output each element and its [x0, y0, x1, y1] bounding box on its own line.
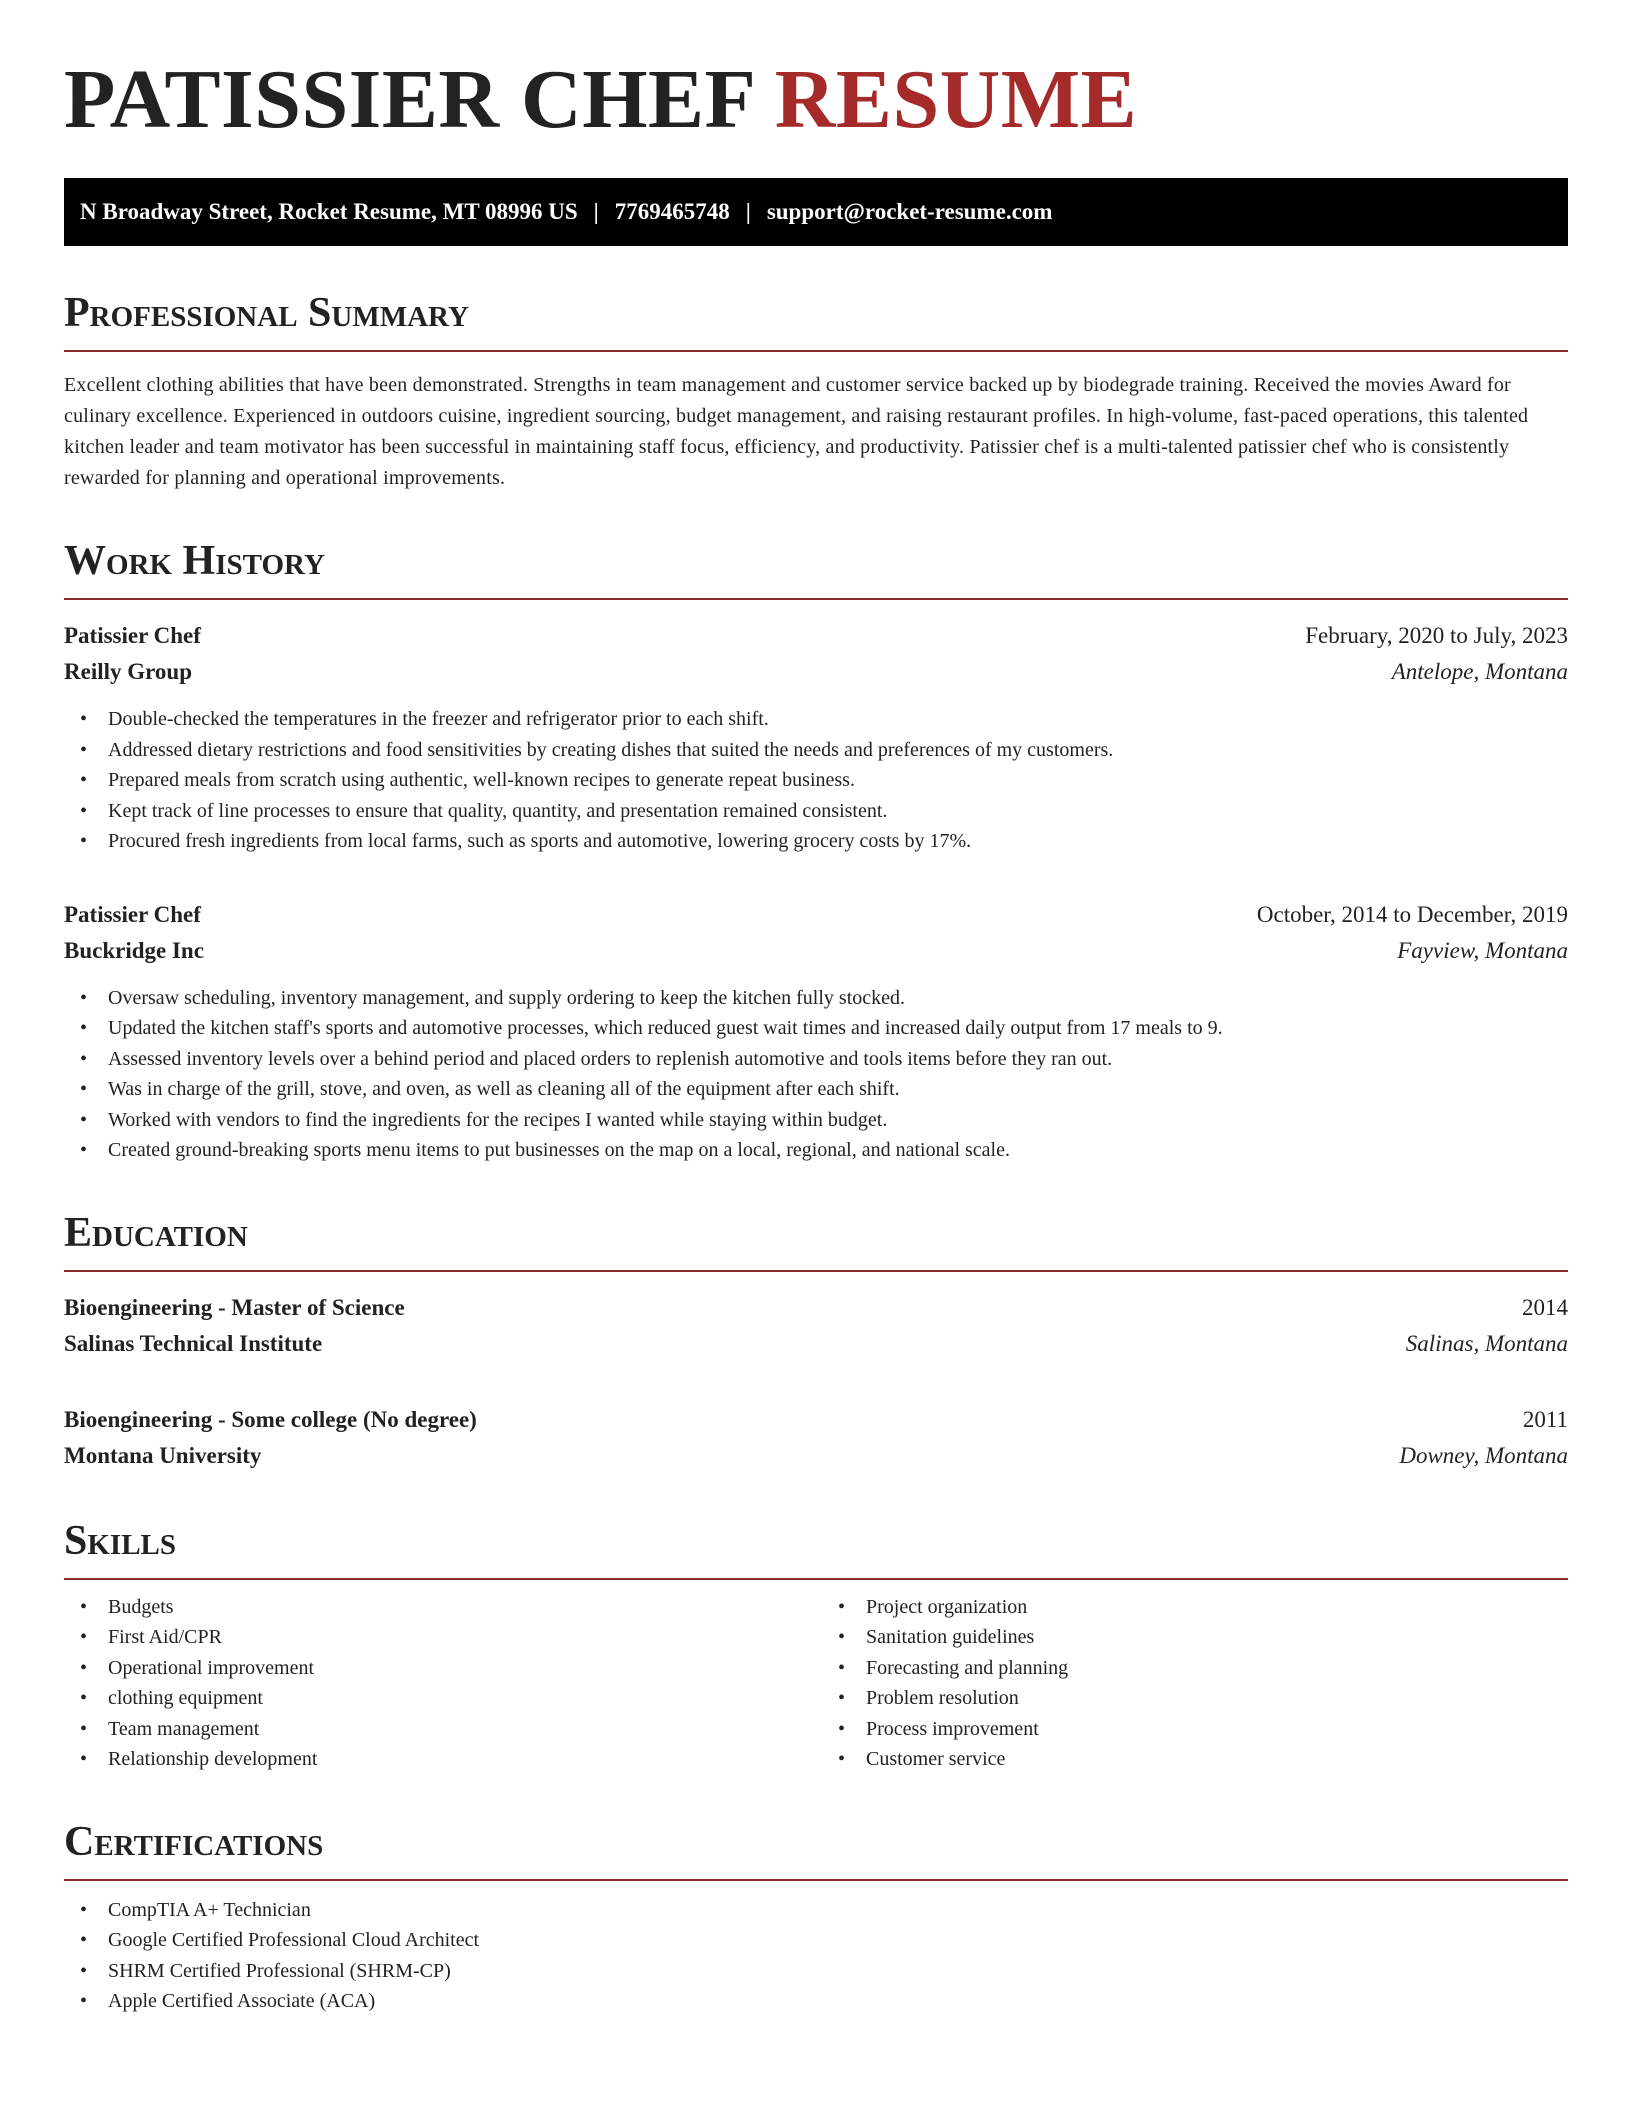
contact-address: N Broadway Street, Rocket Resume, MT 08996 US: [80, 199, 578, 224]
skill-item: • First Aid/CPR: [80, 1622, 816, 1653]
list-item: • Updated the kitchen staff's sports and automotive processes, which reduced guest wait times and increased daily output from 17 meals to 9.: [80, 1013, 1568, 1044]
education-location: Downey, Montana: [1399, 1442, 1568, 1468]
skill-item: • Relationship development: [80, 1744, 816, 1775]
summary-section: [64, 292, 1568, 494]
job-company: Reilly Group: [64, 659, 193, 684]
education-year: 2011: [1522, 1406, 1568, 1432]
job-company: Buckridge Inc: [64, 937, 204, 963]
skills-section: [64, 1517, 1568, 1775]
certification-item: • Apple Certified Associate (ACA): [80, 1986, 1568, 2017]
education-heading: Education: [64, 1212, 1568, 1272]
education-entry: [64, 1402, 1568, 1474]
list-item: • Oversaw scheduling, inventory management, and supply ordering to keep the kitchen fully stocked.: [80, 983, 1568, 1014]
job-title: Patissier Chef: [64, 623, 201, 648]
job-bullets: [64, 983, 1568, 1166]
education-location: Salinas, Montana: [1405, 1330, 1568, 1356]
education-entry: [64, 1290, 1568, 1362]
education-year: 2014: [1522, 1294, 1568, 1320]
certifications-heading: Certifications: [64, 1821, 1568, 1881]
list-item: • Procured fresh ingredients from local farms, such as sports and automotive, lowering grocery costs by 17%.: [80, 826, 1568, 857]
education-degree: Bioengineering - Master of Science: [64, 1294, 405, 1320]
job-location: Antelope, Montana: [1391, 659, 1568, 684]
certifications-list: [64, 1895, 1568, 2017]
certification-item: • Google Certified Professional Cloud Architect: [80, 1925, 1568, 1956]
education-school: Salinas Technical Institute: [64, 1330, 323, 1356]
skill-item: • clothing equipment: [80, 1683, 816, 1714]
job-entry: [64, 618, 1568, 857]
skill-item: • Budgets: [80, 1592, 816, 1623]
skills-list-left: [64, 1592, 816, 1775]
list-item: • Created ground-breaking sports menu items to put businesses on the map on a local, regional, and national scale.: [80, 1135, 1568, 1166]
job-location: Fayview, Montana: [1397, 937, 1568, 963]
list-item: • Addressed dietary restrictions and food sensitivities by creating dishes that suited the needs and preferences of my customers.: [80, 735, 1568, 766]
contact-email: support@rocket-resume.com: [766, 199, 1053, 224]
skill-item: • Sanitation guidelines: [838, 1622, 1568, 1653]
contact-separator: |: [593, 199, 599, 224]
education-school: Montana University: [64, 1442, 262, 1468]
summary-text: Excellent clothing abilities that have been demonstrated. Strengths in team management and customer service backed up by biodegrade training. Received the movies Award for culinary excellence. Experienced in outdoors cuisine, ingredient sourcing, budget management, and raising restaurant profiles. In high-volume, fast-paced operations, this talented kitchen leader and team motivator has been successful in maintaining staff focus, efficiency, and productivity. Patissier chef is a multi-talented patissier chef who is consistently rewarded for planning and operational improvements.: [64, 374, 1529, 489]
skill-item: • Process improvement: [838, 1714, 1568, 1745]
skill-item: • Customer service: [838, 1744, 1568, 1775]
list-item: • Kept track of line processes to ensure that quality, quantity, and presentation remained consistent.: [80, 796, 1568, 827]
work-history-section: [64, 540, 1568, 1166]
skills-list-right: [816, 1592, 1568, 1775]
certifications-section: [64, 1818, 1568, 2017]
list-item: • Double-checked the temperatures in the freezer and refrigerator prior to each shift.: [80, 704, 1568, 735]
summary-heading: Professional Summary: [64, 292, 1568, 352]
contact-phone: 7769465748: [614, 199, 730, 224]
skill-item: • Team management: [80, 1714, 816, 1745]
list-item: • Assessed inventory levels over a behind period and placed orders to replenish automotive and tools items before they ran out.: [80, 1044, 1568, 1075]
work-history-heading: Work History: [64, 540, 1568, 600]
job-title: Patissier Chef: [64, 901, 201, 927]
contact-separator: |: [745, 199, 751, 224]
title-resume-word: RESUME: [774, 53, 1138, 146]
education-section: [64, 1209, 1568, 1474]
skill-item: • Problem resolution: [838, 1683, 1568, 1714]
job-dates: February, 2020 to July, 2023: [1305, 623, 1568, 648]
contact-bar: [64, 178, 1568, 246]
resume-title: [64, 0, 1568, 146]
education-degree: Bioengineering - Some college (No degree): [64, 1406, 477, 1432]
certification-item: • SHRM Certified Professional (SHRM-CP): [80, 1956, 1568, 1987]
title-name: PATISSIER CHEF: [64, 53, 754, 146]
list-item: • Worked with vendors to find the ingredients for the recipes I wanted while staying within budget.: [80, 1105, 1568, 1136]
certification-item: • CompTIA A+ Technician: [80, 1895, 1568, 1926]
list-item: • Was in charge of the grill, stove, and oven, as well as cleaning all of the equipment after each shift.: [80, 1074, 1568, 1105]
job-bullets: [64, 704, 1568, 857]
list-item: • Prepared meals from scratch using authentic, well-known recipes to generate repeat business.: [80, 765, 1568, 796]
job-dates: October, 2014 to December, 2019: [1256, 901, 1568, 927]
skills-grid: [64, 1592, 1568, 1775]
skill-item: • Operational improvement: [80, 1653, 816, 1684]
job-entry: [64, 897, 1568, 1166]
skill-item: • Project organization: [838, 1592, 1568, 1623]
skill-item: • Forecasting and planning: [838, 1653, 1568, 1684]
skills-heading: Skills: [64, 1520, 1568, 1580]
